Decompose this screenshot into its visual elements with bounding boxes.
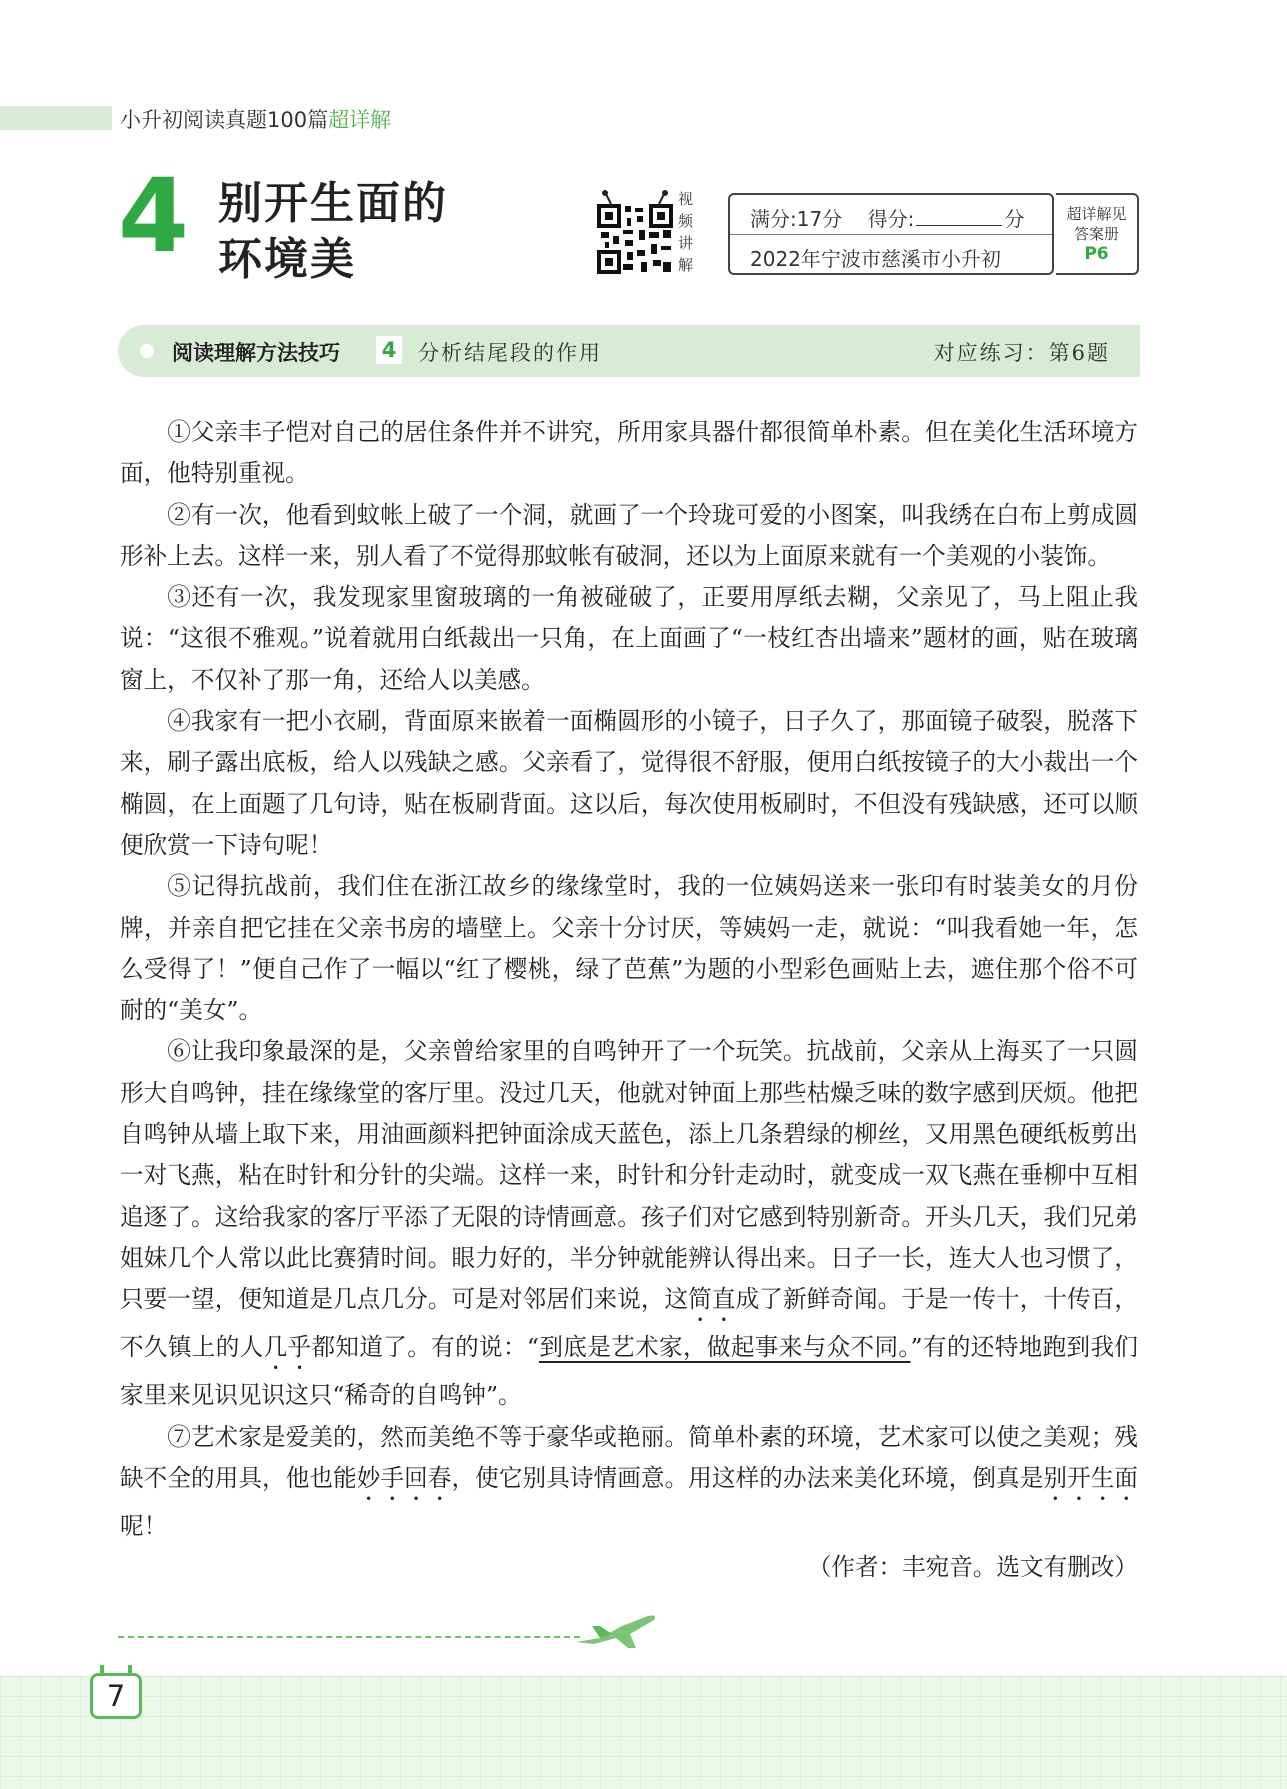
answer-page: P6	[1084, 244, 1109, 264]
answer-line1: 超详解见	[1066, 205, 1127, 223]
lesson-number: 4	[118, 157, 189, 276]
p7-text: ⑦艺术家是爱美的，然而美绝不等于豪华或艳丽。简单朴素的环境，艺术家可以使之美观；残缺不全的用具，他也能	[120, 1422, 1138, 1492]
paragraph-7	[120, 1417, 1138, 1548]
p6-text: ”有的还特地跑到我们家里来见识见识这只“稀奇的自鸣钟”。	[120, 1333, 1139, 1410]
exam-source: 2022年宁波市慈溪市小升初	[750, 247, 1001, 271]
method-topic: 分析结尾段的作用	[418, 341, 602, 365]
paragraph-3: ③还有一次，我发现家里窗玻璃的一角被碰破了，正要用厚纸去糊，父亲见了，马上阻止我说：“这很不雅观。”说着就用白纸裁出一只角，在上面画了“一枝红杏出墙来”题材的画，贴在玻璃窗上，不仅补了那一角，还给人以美感。	[120, 583, 1138, 694]
qr-video-label	[678, 188, 698, 276]
source-line	[120, 1547, 1138, 1588]
score-line	[750, 203, 1024, 232]
p6-text: 都知道了。有的说：“	[311, 1333, 539, 1362]
underlined-quote: 到底是艺术家，做起事来与众不同。	[539, 1333, 911, 1362]
paragraph-1: ①父亲丰子恺对自己的居住条件并不讲究，所用家具器什都很简单朴素。但在美化生活环境方面，他特别重视。	[120, 418, 1138, 488]
bullet-dot-icon	[140, 344, 154, 358]
method-banner	[118, 325, 1140, 377]
lesson-title-line1: 别开生面的	[218, 178, 448, 229]
emphasis-miaoshouhuichun: 妙手回春	[356, 1463, 452, 1492]
paragraph-4: ④我家有一把小衣刷，背面原来嵌着一面椭圆形的小镜子，日子久了，那面镜子破裂，脱落下来，刷子露出底板，给人以残缺之感。父亲看了，觉得很不舒服，便用白纸按镜子的大小裁出一个椭圆，在上面题了几句诗，贴在板刷背面。这以后，每次使用板刷时，不但没有残缺感，还可以顺便欣赏一下诗句呢！	[120, 707, 1138, 859]
paragraph-2: ②有一次，他看到蚊帐上破了一个洞，就画了一个玲珑可爱的小图案，叫我绣在白布上剪成圆形补上去。这样一来，别人看了不觉得那蚊帐有破洞，还以为上面原来就有一个美观的小装饰。	[120, 500, 1138, 570]
page-number: 7	[90, 1673, 142, 1719]
answer-line2: 答案册	[1073, 225, 1119, 243]
paragraph-5: ⑤记得抗战前，我们住在浙江故乡的缘缘堂时，我的一位姨妈送来一张印有时装美女的月份牌，并亲自把它挂在父亲书房的墙壁上。父亲十分讨厌，等姨妈一走，就说：“叫我看她一年，怎么受得了！”便自己作了一幅以“红了樱桃，绿了芭蕉”为题的小型彩色画贴上去，遮住那个俗不可耐的“美女”。	[120, 872, 1138, 1025]
qr-label-char: 讲	[678, 234, 694, 252]
lesson-title-line2: 环境美	[218, 234, 356, 285]
got-score-label: 得分:	[867, 207, 915, 231]
qr-label-char: 解	[678, 256, 694, 274]
article-body	[120, 412, 1138, 1588]
qr-label-char: 频	[678, 212, 694, 230]
score-box	[728, 193, 1054, 275]
answer-reference	[1056, 193, 1139, 275]
series-title-text: 小升初阅读真题100篇	[120, 108, 329, 132]
score-divider	[730, 234, 1052, 235]
qr-label-char: 视	[678, 190, 694, 208]
footer-dashed-line	[118, 1636, 580, 1638]
lesson-title	[218, 176, 448, 288]
emphasis-biekaishengmian: 别开生面	[1043, 1463, 1139, 1492]
airplane-icon	[570, 1608, 660, 1652]
method-label: 阅读理解方法技巧	[172, 341, 340, 365]
got-score-unit: 分	[1004, 207, 1025, 231]
p7-text: ，使它别具诗情画意。用这样的办法来美化环境，倒真是	[451, 1463, 1044, 1492]
score-blank[interactable]	[916, 207, 1002, 226]
method-practice: 对应练习：第6题	[933, 341, 1110, 365]
header-bar	[0, 106, 112, 130]
p6-text: ⑥让我印象最深的是，父亲曾给家里的自鸣钟开了一个玩笑。抗战前，父亲从上海买了一只圆形大自鸣钟，挂在缘缘堂的客厅里。没过几天，他就对钟面上那些枯燥乏味的数字感到厌烦。他把自鸣钟从墙上取下来，用油画颜料把钟面涂成天蓝色，添上几条碧绿的柳丝，又用黑色硬纸板剪出一对飞燕，粘在时针和分针的尖端。这样一来，时针和分针走动时，就变成一双飞燕在垂柳中互相追逐了。这给我家的客厅平添了无限的诗情画意。孩子们对它感到特别新奇。开头几天，我们兄弟姐妹几个人常以此比赛猜时间。眼力好的，半分钟就能辨认得出来。日子一长，连大人也习惯了，只要一望，便知道是几点几分。可是对邻居们来说，这	[120, 1037, 1138, 1314]
series-accent: 超详解	[328, 108, 392, 132]
p6-text: 成了新鲜奇闻。于是一传十，十传百，不久镇上的人	[120, 1285, 1139, 1362]
qr-code-icon[interactable]	[597, 190, 673, 274]
full-score: 满分:17分	[750, 207, 843, 231]
emphasis-jianzhi: 简直	[688, 1285, 736, 1314]
p7-text: 呢！	[120, 1511, 168, 1540]
method-number: 4	[376, 336, 402, 364]
emphasis-jihu: 几乎	[263, 1333, 312, 1362]
paragraph-6	[120, 1031, 1138, 1416]
author-credit: （作者：丰宛音。选文有删改）	[807, 1553, 1138, 1582]
footer-grid	[0, 1676, 1287, 1789]
series-title	[120, 104, 391, 134]
